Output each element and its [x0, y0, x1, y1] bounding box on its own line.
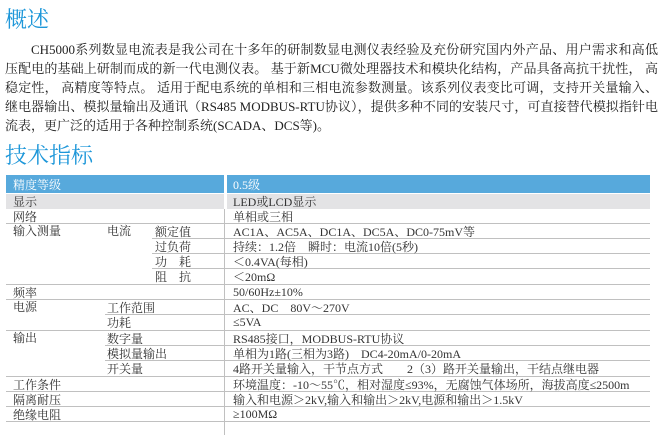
display-row-label: 显示: [13, 195, 38, 209]
row-name: 功 耗: [155, 254, 192, 269]
table-row: [105, 300, 650, 315]
row-name: 功耗: [107, 316, 132, 330]
table-row: [152, 269, 650, 284]
frequency-row-value: 50/60Hz±10%: [224, 285, 650, 299]
power-group-label: 电源: [13, 300, 38, 314]
spec-table: [6, 175, 650, 435]
header-row-value: 0.5级: [224, 175, 650, 193]
row-value: ＜20mΩ: [224, 269, 650, 284]
partial-row-spacer: [6, 422, 224, 435]
row-value: ≤5VA: [224, 315, 650, 330]
row-name: 额定值: [155, 224, 192, 239]
input-group-rows: [152, 224, 650, 284]
header-row-label: 精度等级: [13, 177, 62, 192]
working-row-value: 环境温度：-10～55℃，相对湿度≤93%，无腐蚀气体场所，海拔高度≤2500m: [224, 377, 650, 391]
table-header-row: [6, 175, 650, 193]
isolation-row-value: 输入和电源＞2kV,输入和输出＞2kV,电源和输出＞1.5kV: [224, 392, 650, 406]
network-row-value: 单相或三相: [224, 209, 650, 223]
partial-row-divider: [224, 422, 650, 435]
row-value: AC、DC 80V～270V: [224, 300, 650, 314]
row-name: 模拟量输出: [107, 346, 168, 361]
frequency-row-label: 频率: [13, 285, 38, 300]
insulation-row-value: ≥100MΩ: [224, 407, 650, 421]
table-row: [105, 315, 650, 330]
output-group-rows: [105, 331, 650, 376]
input-group-sublabel: 电流: [107, 224, 132, 238]
display-row: [6, 194, 650, 209]
row-value: 持续：1.2倍 瞬时：电流10倍(5秒): [224, 239, 650, 253]
overview-heading: 概述: [5, 7, 50, 32]
input-measure-group: [6, 224, 650, 285]
row-value: 4路开关量输入，干节点方式 2（3）路开关量输出，干结点继电器: [224, 361, 650, 376]
row-name: 开关量: [107, 362, 144, 376]
table-row: [152, 239, 650, 254]
insulation-row: [6, 407, 650, 422]
row-name: 阻 抗: [155, 270, 192, 284]
row-name: 过负荷: [155, 239, 192, 254]
table-row: [105, 346, 650, 361]
row-value: RS485接口，MODBUS-RTU协议: [224, 331, 650, 345]
input-group-label: 输入测量: [13, 224, 62, 238]
table-row: [152, 254, 650, 269]
row-name: 数字量: [107, 331, 144, 346]
display-row-value: LED或LCD显示: [224, 194, 650, 209]
row-name: 工作范围: [107, 300, 156, 315]
cutoff-partial-row: [6, 422, 650, 435]
overview-paragraph: CH5000系列数显电流表是我公司在十多年的研制数显电测仪表经验及充份研究国内外产品、用户需求和高低压配电的基础上研制而成的新一代电测仪表。 基于新MCU微处理器技术和模块化结构，产品具备高抗干扰性， 高稳定性， 高精度等特点。 适用于配电系统的单相和三相电流参数测量。该系列仪表变比可调，支持开关量输入、继电器输出、模拟量输出及通讯（RS485 MODBUS-RTU协议），提供多种不同的安装尺寸，可直接替代模拟指针电流表，更广泛的适用于各种控制系统(SCADA、DCS等)。: [5, 42, 658, 133]
isolation-row-label: 隔离耐压: [13, 392, 62, 407]
table-row: [105, 361, 650, 376]
network-row-label: 网络: [13, 209, 38, 224]
isolation-row: [6, 392, 650, 407]
working-row-label: 工作条件: [13, 377, 62, 392]
insulation-row-label: 绝缘电阻: [13, 407, 62, 422]
power-group-rows: [105, 300, 650, 330]
row-value: AC1A、AC5A、DC1A、DC5A、DC0-75mV等: [224, 224, 650, 238]
power-group: [6, 300, 650, 331]
output-group-label: 输出: [13, 331, 38, 345]
specs-heading: 技术指标: [5, 143, 94, 168]
row-value: ＜0.4VA(每相): [224, 254, 650, 268]
row-value: 单相为1路(三相为3路) DC4-20mA/0-20mA: [224, 346, 650, 360]
output-group: [6, 331, 650, 377]
